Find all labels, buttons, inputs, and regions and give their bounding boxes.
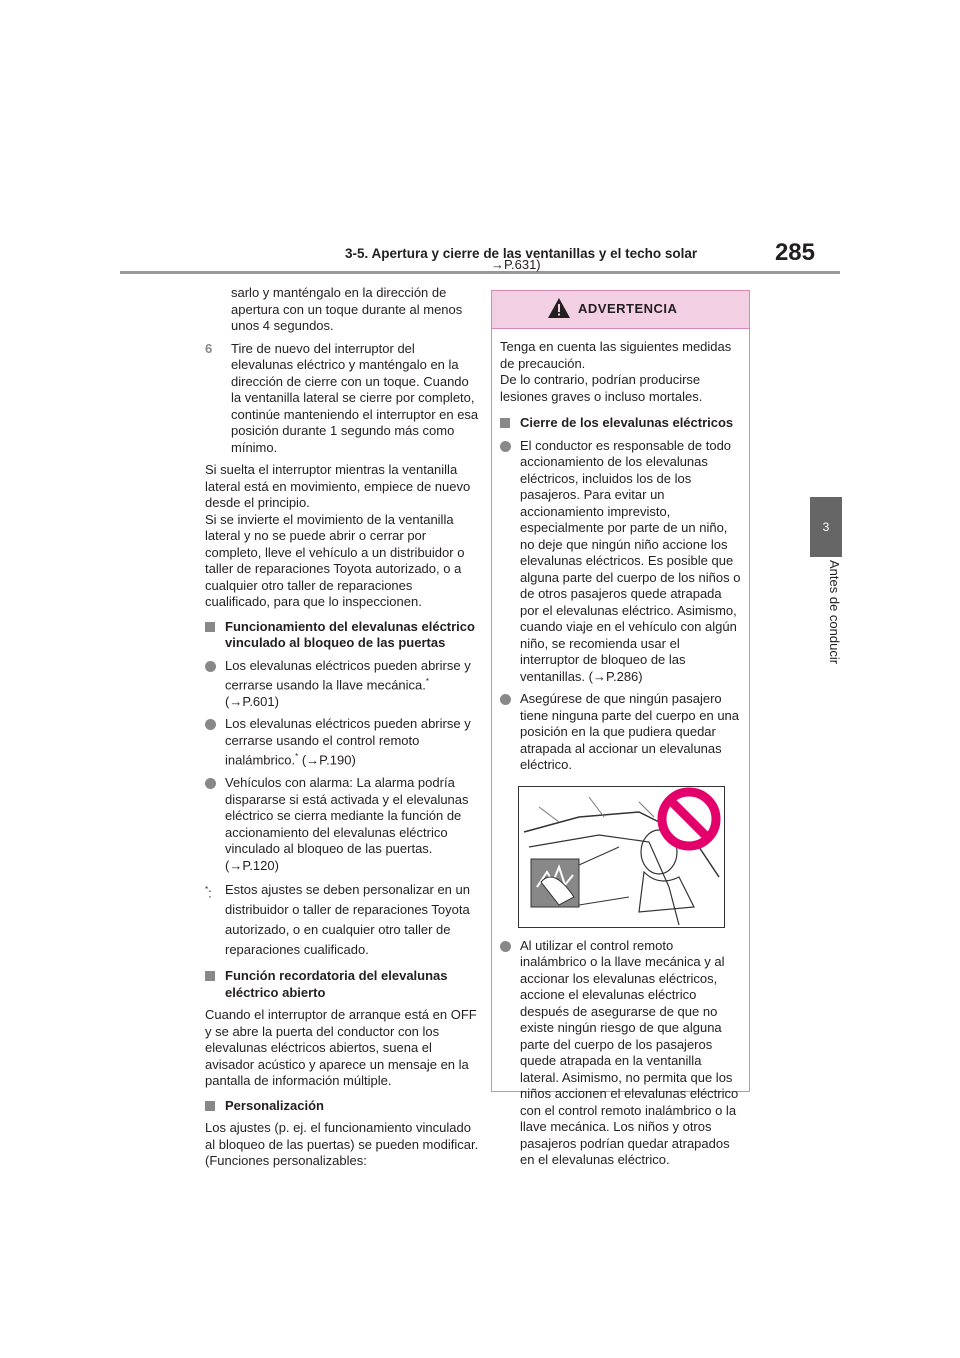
warning-intro: Tenga en cuenta las siguientes medidas de precaución. xyxy=(500,339,732,371)
warning-bullet: El conductor es responsable de todo accionamiento de los elevalunas eléctricos, incluidos los de los pasajeros. Para evitar un accionamiento imprevisto, especialmente por parte de un niño, no deje que ningún niño accione los elevalunas eléctricos. Es posible que alguna parte del cuerpo de los niños o de otros pasajeros quede atrapada por el elevalunas eléctrico. Asimismo, cuando viaje en el vehículo con algún niño, se recomienda usar el interruptor de bloqueo de las ventanillas. (→P.286) xyxy=(500,438,741,686)
footnote: *: Estos ajustes se deben personalizar en un distribuidor o taller de reparaciones Toyota autorizado, o en cualquier otro taller de reparaciones cualificado. xyxy=(205,882,470,958)
warning-intro: De lo contrario, podrían producirse lesiones graves o incluso mortales. xyxy=(500,372,703,404)
step-text: Tire de nuevo del interruptor del elevalunas eléctrico y manténgalo en la dirección de cierre con un toque. Cuando la ventanilla lateral se cierre por completo, continúe manteniendo el interruptor en esa posición durante 1 segundo más como mínimo. xyxy=(231,340,479,455)
warning-section-heading: Cierre de los elevalunas eléctricos xyxy=(500,415,741,432)
section-heading: Funcionamiento del elevalunas eléctrico vinculado al bloqueo de las puertas xyxy=(205,619,480,652)
chapter-label: Antes de conducir xyxy=(827,560,842,665)
paragraph: Cuando el interruptor de arranque está en OFF y se abre la puerta del conductor con los elevalunas eléctricos abiertos, suena el avisador acústico y aparece un mensaje en la pantalla de información múltiple. xyxy=(205,1007,477,1089)
warning-box xyxy=(491,290,750,1167)
bullet-item: Vehículos con alarma: La alarma podría dispararse si está activada y el elevalunas eléctrico se cierra mediante la función de accionamiento del elevalunas eléctrico vinculado al bloqueo de las puertas. (→P.120) xyxy=(205,775,480,874)
page-number: 285 xyxy=(774,239,815,266)
paragraph: Los ajustes (p. ej. el funcionamiento vinculado al bloqueo de las puertas) se pueden modificar. (Funciones personalizables: xyxy=(205,1120,479,1169)
illustration-window-pinch xyxy=(518,786,725,928)
left-column xyxy=(205,285,480,1176)
section-heading: Personalización xyxy=(205,1098,480,1115)
warning-triangle-icon xyxy=(547,297,571,319)
warning-header xyxy=(492,291,749,329)
warning-bullet: Asegúrese de que ningún pasajero tiene ninguna parte del cuerpo en una posición en la que pudiera quedar atrapada al accionar un elevalunas eléctrico. xyxy=(500,691,741,774)
paragraph: Si suelta el interruptor mientras la ventanilla lateral está en movimiento, empiece de nuevo desde el principio. xyxy=(205,462,471,510)
section-heading: Función recordatoria del elevalunas eléctrico abierto xyxy=(205,968,480,1001)
continued-step-text: sarlo y manténgalo en la dirección de apertura con un toque durante al menos unos 4 segundos. xyxy=(231,285,463,333)
chapter-tab: 3 xyxy=(810,497,842,557)
step-number: 6 xyxy=(205,340,213,356)
paragraph: Si se invierte el movimiento de la ventanilla lateral y no se puede abrir o cerrar por completo, lleve el vehículo a un distribuidor o taller de reparaciones Toyota autorizado, o a cualquier otro taller de reparaciones cualificado, para que lo inspeccionen. xyxy=(205,511,465,609)
header-rule xyxy=(120,271,840,274)
car-window-illustration xyxy=(519,787,724,927)
bullet-item: Los elevalunas eléctricos pueden abrirse y cerrarse usando el control remoto inalámbrico.* (→P.190) xyxy=(205,716,480,769)
bullet-item: Los elevalunas eléctricos pueden abrirse y cerrarse usando la llave mecánica.* (→P.601) xyxy=(205,658,480,711)
warning-bullet: Al utilizar el control remoto inalámbrico o la llave mecánica y al accionar los elevalunas eléctricos, accione el elevalunas eléctrico después de asegurarse de que no existe ningún riesgo de que alguna parte del cuerpo de los pasajeros quede atrapada en la ventanilla lateral. Asimismo, no permita que los niños accionen el elevalunas eléctrico con el control remoto inalámbrico o la llave mecánica. Los niños y otros pasajeros podrían quedar atrapados en el elevalunas eléctrico. xyxy=(500,938,741,1169)
warning-title: ADVERTENCIA xyxy=(578,301,678,316)
continued-reference: →P.631) xyxy=(491,257,541,272)
step-6 xyxy=(205,341,480,457)
section-title: 3-5. Apertura y cierre de las ventanillas y el techo solar xyxy=(345,246,698,261)
